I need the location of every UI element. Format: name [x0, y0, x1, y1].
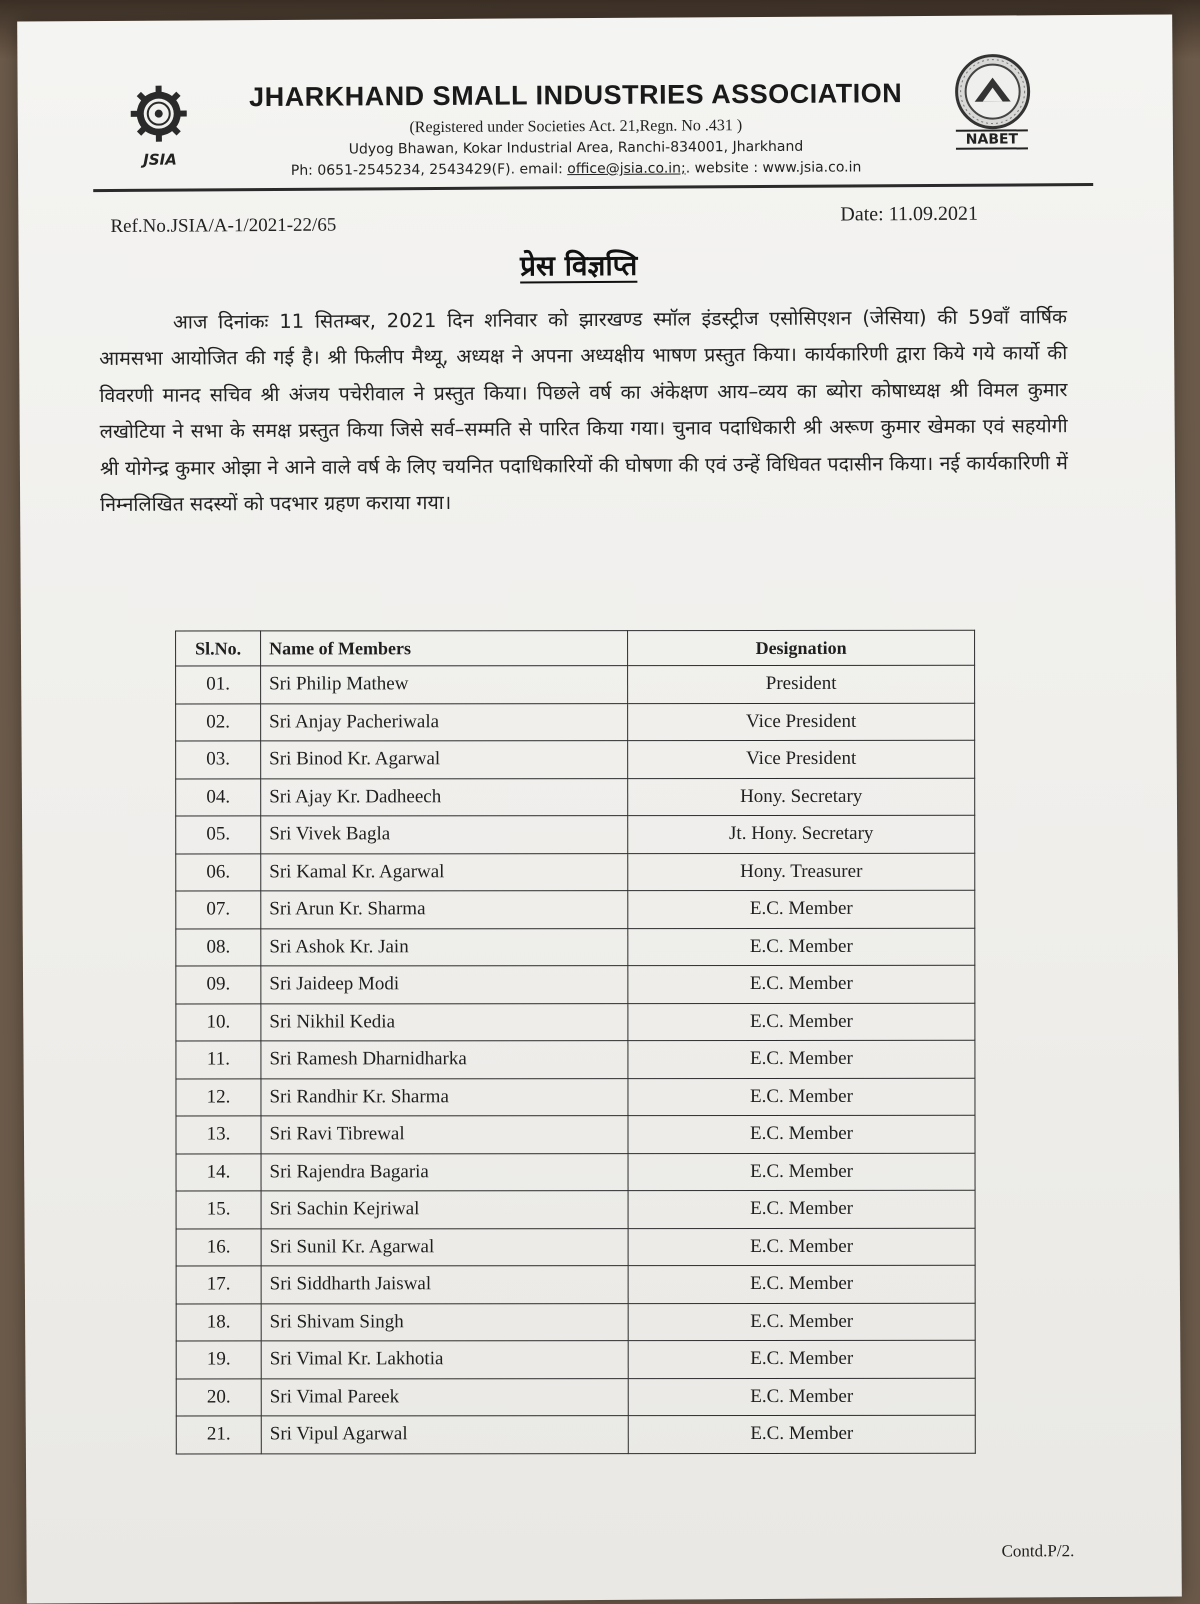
serial-number-cell: 02.	[176, 703, 261, 741]
serial-number-cell: 17.	[176, 1266, 261, 1304]
designation-cell: E.C. Member	[628, 1378, 975, 1416]
jsia-logo-label: JSIA	[143, 150, 177, 169]
table-row	[176, 703, 975, 741]
table-row	[176, 1078, 975, 1116]
table-row	[176, 928, 975, 966]
serial-number-cell: 04.	[176, 778, 261, 816]
table-row	[176, 815, 975, 853]
designation-cell: E.C. Member	[628, 1115, 975, 1153]
member-name-cell: Sri Arun Kr. Sharma	[261, 891, 628, 929]
member-name-cell: Sri Binod Kr. Agarwal	[261, 741, 628, 779]
press-release-title: प्रेस विज्ञप्ति	[519, 248, 638, 283]
designation-cell: E.C. Member	[628, 1190, 975, 1228]
member-name-cell: Sri Anjay Pacheriwala	[261, 703, 628, 741]
designation-cell: President	[628, 665, 975, 703]
members-table-body	[176, 665, 976, 1453]
gear-emblem-icon	[128, 82, 190, 144]
member-name-cell: Sri Rajendra Bagaria	[261, 1153, 628, 1191]
member-name-cell: Sri Vimal Kr. Lakhotia	[261, 1341, 628, 1379]
designation-cell: E.C. Member	[628, 1415, 975, 1453]
table-header-row	[176, 630, 975, 666]
table-row	[176, 1115, 975, 1153]
table-row	[176, 1190, 975, 1228]
serial-number-cell: 13.	[176, 1116, 261, 1154]
designation-cell: E.C. Member	[628, 1003, 975, 1041]
serial-number-cell: 10.	[176, 1003, 261, 1041]
designation-cell: Vice President	[628, 740, 975, 778]
table-row	[176, 778, 975, 816]
member-name-cell: Sri Ashok Kr. Jain	[261, 928, 628, 966]
designation-cell: E.C. Member	[628, 1340, 975, 1378]
table-row	[176, 1228, 975, 1266]
nabet-logo-label: NABET	[956, 129, 1028, 149]
table-row	[176, 1040, 975, 1078]
serial-number-cell: 15.	[176, 1191, 261, 1229]
designation-cell: E.C. Member	[628, 1228, 975, 1266]
designation-cell: E.C. Member	[628, 928, 975, 966]
designation-cell: Jt. Hony. Secretary	[628, 815, 975, 853]
designation-cell: Hony. Secretary	[628, 778, 975, 816]
designation-cell: Vice President	[628, 703, 975, 741]
table-row	[176, 1340, 975, 1378]
reference-number: Ref.No.JSIA/A-1/2021-22/65	[110, 214, 337, 237]
member-name-cell: Sri Shivam Singh	[261, 1303, 628, 1341]
email-link[interactable]: office@jsia.co.in;	[567, 160, 686, 178]
member-name-cell: Sri Jaideep Modi	[261, 966, 628, 1004]
serial-number-cell: 09.	[176, 966, 261, 1004]
table-row	[176, 965, 975, 1003]
member-name-cell: Sri Vipul Agarwal	[261, 1416, 628, 1454]
table-row	[176, 1265, 975, 1303]
designation-cell: Hony. Treasurer	[628, 853, 975, 891]
serial-number-cell: 05.	[176, 816, 261, 854]
member-name-cell: Sri Ramesh Dharnidharka	[261, 1041, 628, 1079]
designation-cell: E.C. Member	[628, 890, 975, 928]
serial-number-cell: 18.	[176, 1303, 261, 1341]
serial-number-cell: 19.	[176, 1341, 261, 1379]
designation-cell: E.C. Member	[628, 1265, 975, 1303]
member-name-cell: Sri Ravi Tibrewal	[261, 1116, 628, 1154]
contact-line	[206, 159, 946, 180]
serial-number-cell: 03.	[176, 741, 261, 779]
designation-cell: E.C. Member	[628, 1078, 975, 1116]
table-row	[176, 1378, 975, 1416]
table-row	[176, 1415, 975, 1453]
organization-name: JHARKHAND SMALL INDUSTRIES ASSOCIATION	[249, 78, 903, 113]
serial-number-cell: 21.	[176, 1416, 261, 1454]
table-row	[176, 740, 975, 778]
serial-number-cell: 20.	[176, 1378, 261, 1416]
serial-number-cell: 08.	[176, 928, 261, 966]
designation-cell: E.C. Member	[628, 1303, 975, 1341]
document-date: Date: 11.09.2021	[840, 202, 979, 226]
member-name-cell: Sri Kamal Kr. Agarwal	[261, 853, 628, 891]
column-header-slno: Sl.No.	[176, 631, 261, 666]
document-page	[17, 14, 1182, 1603]
header-divider	[93, 183, 1093, 192]
serial-number-cell: 01.	[176, 666, 261, 704]
website-text: . website : www.jsia.co.in	[685, 159, 862, 177]
phone-text: Ph: 0651-2545234, 2543429(F). email:	[290, 161, 568, 179]
address-line: Udyog Bhawan, Kokar Industrial Area, Ranchi-834001, Jharkhand	[348, 138, 804, 158]
body-paragraph: आज दिनांकः 11 सितम्बर, 2021 दिन शनिवार को झारखण्ड स्मॉल इंडस्ट्रीज एसोसिएशन (जेसिया) की 59वॉं वार्षिक आमसभा आयोजित की गई है। श्री फिलीप मैथ्यू, अध्यक्ष ने अपना अध्यक्षीय भाषण प्रस्तुत किया। कार्यकारिणी द्वारा किये गये कार्यो की विवरणी मानद सचिव श्री अंजय पचेरीवाल ने प्रस्तुत किया। पिछले वर्ष का अंकेक्षण आय–व्यय का ब्योरा कोषाध्यक्ष श्री विमल कुमार लखोटिया ने सभा के समक्ष प्रस्तुत किया जिसे सर्व–सम्मति से पारित किया गया। चुनाव पदाधिकारी श्री अरूण कुमार खेमका एवं सहयोगी श्री योगेन्द्र कुमार ओझा ने आने वाले वर्ष के लिए चयनित पदाधिकारियों की घोषणा की एवं उन्हें विधिवत पदासीन किया। नई कार्यकारिणी में निम्नलिखित सदस्यों को पदभार ग्रहण कराया गया।	[99, 305, 1068, 517]
member-name-cell: Sri Siddharth Jaiswal	[261, 1266, 628, 1304]
column-header-name: Name of Members	[261, 631, 628, 666]
designation-cell: E.C. Member	[628, 1153, 975, 1191]
member-name-cell: Sri Sunil Kr. Agarwal	[261, 1228, 628, 1266]
members-table	[175, 630, 976, 1454]
serial-number-cell: 14.	[176, 1153, 261, 1191]
member-name-cell: Sri Nikhil Kedia	[261, 1003, 628, 1041]
table-row	[176, 665, 975, 703]
table-row	[176, 853, 975, 891]
serial-number-cell: 07.	[176, 891, 261, 929]
registration-line: (Registered under Societies Act. 21,Regn. No .431 )	[409, 117, 743, 137]
member-name-cell: Sri Philip Mathew	[261, 666, 628, 704]
continued-note: Contd.P/2.	[1001, 1541, 1075, 1561]
table-row	[176, 890, 975, 928]
member-name-cell: Sri Randhir Kr. Sharma	[261, 1078, 628, 1116]
member-name-cell: Sri Vimal Pareek	[261, 1378, 628, 1416]
member-name-cell: Sri Ajay Kr. Dadheech	[261, 778, 628, 816]
table-row	[176, 1153, 975, 1191]
serial-number-cell: 16.	[176, 1228, 261, 1266]
designation-cell: E.C. Member	[628, 965, 975, 1003]
member-name-cell: Sri Vivek Bagla	[261, 816, 628, 854]
designation-cell: E.C. Member	[628, 1040, 975, 1078]
nabet-seal-icon	[952, 51, 1032, 131]
table-row	[176, 1003, 975, 1041]
table-row	[176, 1303, 975, 1341]
column-header-designation: Designation	[628, 630, 975, 665]
member-name-cell: Sri Sachin Kejriwal	[261, 1191, 628, 1229]
serial-number-cell: 12.	[176, 1078, 261, 1116]
serial-number-cell: 06.	[176, 853, 261, 891]
serial-number-cell: 11.	[176, 1041, 261, 1079]
